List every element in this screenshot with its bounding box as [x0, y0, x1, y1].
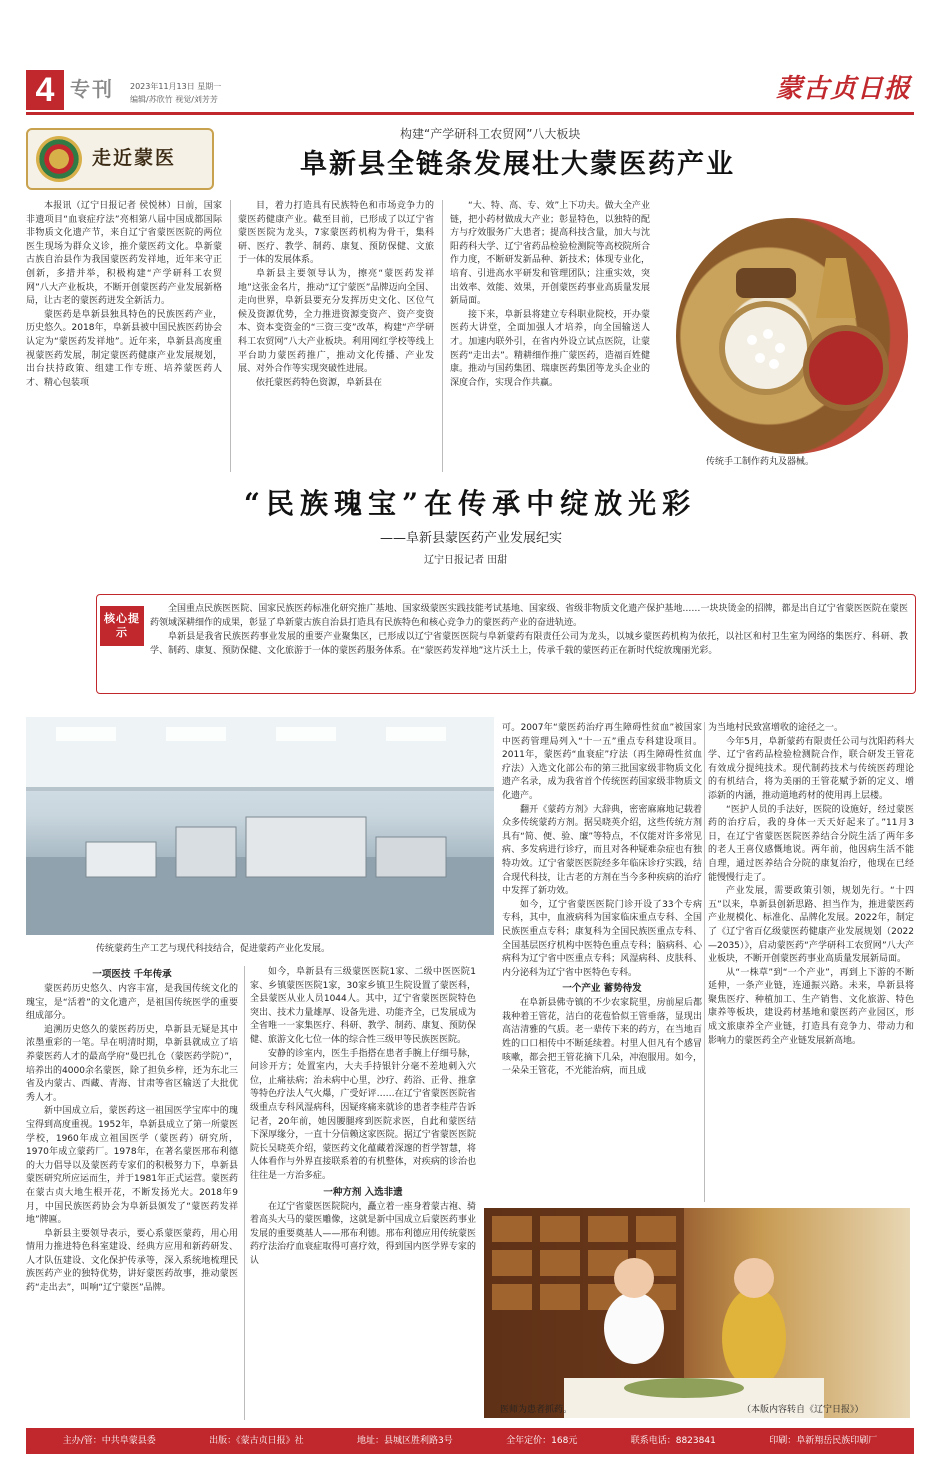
feature-title: “民族瑰宝”在传承中绽放光彩 [243, 487, 697, 520]
paragraph: 安静的诊室内，医生手指搭在患者手腕上仔细号脉，问诊开方；处置室内，大夫手持银针分毫不差地刺入穴位，止痛祛病；治未病中心里，沙疗、药浴、正骨、推拿等特色疗法人气火爆，广受好评……在辽宁省蒙医医院省级重点专科风湿病科，因疑疼痛来就诊的患者李桂芹告诉记者，20年前，她因腰腿疼到医院求医，自此和蒙医结下深厚缘分，一直十分信赖这家医院。据辽宁省蒙医医院院长吴晓英介绍，蒙医药文化蕴藏着深邃的哲学智慧，将人体看作与外界直接联系着的有机整体，对疾病的诊治也往往是一方治多症。 [250, 1048, 476, 1181]
paragraph: 目，着力打造具有民族特色和市场竞争力的蒙医药健康产业。截至目前，已形成了以辽宁省蒙医医院为龙头，7家蒙医药机构为骨干，集科研、医疗、教学、制药、康复、预防保健、文旅于一体的发展体系。 [238, 201, 434, 266]
footer-price: 全年定价：168元 [506, 1436, 578, 1446]
paragraph: 如今，辽宁省蒙医医院门诊开设了33个专病专科，其中，血液病科为国家临床重点专科、全国民族医重点专科；康复科为全国民族医重点专科、全国基层医疗机构中医特色重点专科；脑病科、心病科为辽宁省中医重点专科；风湿病科、皮肤科、内分泌科为辽宁省中医特色专科。 [502, 899, 702, 978]
feature-column-b [250, 966, 476, 1420]
footer-address: 地址：县城区胜利路3号 [357, 1436, 453, 1446]
paragraph: 从“一株草”到“一个产业”，再到上下游的不断延伸，一条产业链，连通振兴路。未来，阜新县将聚焦医疗、种植加工、生产销售、文化旅游、特色康养等板块，建设药材基地和蒙医药产业园区，形成文旅康养全产业链，打造具有竞争力、带动力和影响力的蒙医药全产业链发展新高地。 [708, 967, 914, 1046]
column-logo-text: 走近蒙医 [92, 147, 177, 169]
footer-bar [26, 1428, 914, 1454]
paragraph: 蒙医药历史悠久、内容丰富，是我国传统文化的瑰宝，是“活着”的文化遗产，是祖国传统医学的重要组成部分。 [26, 984, 238, 1022]
lotus-emblem-icon [36, 136, 82, 182]
feature-column-a [26, 966, 238, 1420]
paragraph: 阜新县主要领导表示，要心系蒙医蒙药，用心用情用力推进特色科室建设、经典方应用和新药研发、人才队伍建设、文化保护传承等，深入系统地梳理民族医药产业的独特优势，讲好蒙医药故事，推动蒙医药“走出去”，叫响“辽宁蒙医”品牌。 [26, 1228, 238, 1294]
paragraph: 产业发展，需要政策引领，规划先行。“十四五”以来，阜新县创新思路、担当作为，推进蒙医药产业规模化、标准化、品牌化发展。2022年，制定了《辽宁省百亿级蒙医药健康产业发展规划（2022—2035）》，启动蒙医药“产学研科工农贸网”八大产业板块，不断开创蒙医药事业高质量发展新局面。 [708, 886, 914, 965]
editor-credit: 编辑/苏欣竹 视觉/刘芳芳 [130, 95, 218, 104]
paragraph: 全国重点民族医医院、国家民族医药标准化研究推广基地、国家级蒙医实践技能考试基地、国家级、省级非物质文化遗产保护基地……一块块烫金的招牌，都是出自辽宁省蒙医医院在蒙医药领域深耕细作的成果，彰显了阜新蒙古族自治县打造具有民族特色和核心竞争力的蒙医药产业的奋进轨迹。 [150, 604, 908, 628]
masthead-logo: 蒙古贞日报 [776, 74, 912, 104]
core-hint-text [150, 602, 908, 658]
core-hint-badge: 核心提示 [100, 606, 144, 646]
paragraph: 新中国成立后，蒙医药这一祖国医学宝库中的瑰宝得到高度重视。1952年，阜新县成立了第一所蒙医学校，1960年成立祖国医学（蒙医药）研究所，1970年成立蒙药厂。1978年，在著名蒙医邢布利德的大力倡导以及蒙医药专家们的积极努力下，阜新县蒙医研究所应运而生，并于1981年正式运营。蒙医药在蒙古贞大地生根开花，不断发扬光大。2018年9月，中国民族医药协会为阜新县颁发了“蒙医药发祥地”牌匾。 [26, 1106, 238, 1226]
section-heading: 一个产业 蓄势待发 [562, 983, 642, 995]
feature-column-d [708, 722, 914, 1206]
paragraph: 可。2007年“蒙医药治疗再生障碍性贫血”被国家中医药管理局列入“十一五”重点专科建设项目。2011年，蒙医药“血衰症”疗法（再生障碍性贫血疗法）入选文化部公布的第三批国家级非物质文化遗产名录，成为我省首个传统医药国家级非物质文化遗产。 [502, 723, 702, 801]
paragraph: 本报讯（辽宁日报记者 侯悦林）日前，国家非遗项目“血衰症疗法”亮相第八届中国成都国际非物质文化遗产节，来自辽宁省蒙医医院的两位医生现场为群众义诊，推介蒙医药文化。阜新蒙古族自治县作为我国蒙医药发祥地，近年来守正创新，多措并举，积极构建“产学研科工农贸网”八大产业板块，不断开创蒙医药产业发展新格局，让古老的蒙医药迸发全新活力。 [26, 201, 222, 307]
article-column-1 [26, 200, 222, 472]
footer-printer: 印刷：阜新翔岳民族印刷厂 [769, 1436, 878, 1446]
section-label: 专刊 [70, 77, 114, 101]
paragraph: 翻开《蒙药方剂》大辞典，密密麻麻地记载着众多传统蒙药方剂。据吴晓英介绍，这些传统方剂具有“简、便、验、廉”等特点，不仅能对许多常见病、多发病进行诊疗，而且对各种疑难杂症也有独特功效。辽宁省蒙医医院经多年临床诊疗实践，结合现代科技，让古老的方剂在当今多种疾病的治疗中发挥了新功效。 [502, 804, 702, 897]
section-heading: 一项医技 千年传承 [92, 969, 172, 980]
paragraph: 蒙医药是阜新县独具特色的民族医药产业，历史悠久。2018年，阜新县被中国民族医药协会认定为“蒙医药发祥地”。近年来，阜新县高度重视蒙医药发展，制定蒙医药健康产业发展规划，出台扶持政策、组建工作专班、培养蒙医药人才、精心包装项 [26, 309, 222, 388]
pharmacy-photo [484, 1208, 910, 1418]
paragraph: 如今，阜新县有三级蒙医医院1家、二级中医医院1家、乡镇蒙医医院1家，30家乡镇卫生院设置了蒙医科，全县蒙医从业人员1044人。其中，辽宁省蒙医医院特色突出、技术力量雄厚、设备先进、功能齐全，已发展成为全省唯一一家集医疗、科研、教学、制药、康复、预防保健、旅游文化七位一体的综合性三级甲等民族医医院。 [250, 967, 476, 1045]
footer-publisher: 出版：《蒙古贞日报》社 [209, 1436, 304, 1446]
column-logo [26, 128, 214, 190]
feature-column-c [502, 722, 702, 1206]
paragraph: 为当地村民致富增收的途径之一。 [708, 723, 844, 733]
issue-date: 2023年11月13日 星期一 [130, 82, 222, 91]
footer-phone: 联系电话：8823841 [630, 1436, 716, 1446]
footer-sponsor: 主办/管：中共阜蒙县委 [62, 1436, 156, 1446]
page-number: 4 [26, 70, 64, 110]
paragraph: 阜新县是我省民族医药事业发展的重要产业聚集区，已形成以辽宁省蒙医医院与阜新蒙药有限责任公司为龙头，以城乡蒙医药机构为依托，以社区和村卫生室为网络的集医疗、科研、教学、制药、康复、预防保健、文化旅游于一体的蒙医药服务体系。在“蒙医药发祥地”这片沃土上，传承千载的蒙医药正在新时代绽放瑰丽光彩。 [150, 632, 908, 656]
source-credit: （本版内容转自《辽宁日报》） [742, 1405, 864, 1415]
article-column-3 [450, 200, 650, 472]
paragraph: 依托蒙医药特色资源，阜新县在 [256, 377, 383, 388]
paragraph: 在阜新县佛寺镇的不少农家院里，房前屋后都栽种着王管花，洁白的花苞恰似王管垂落，显现出高洁清雅的气质。老一辈传下来的药方，在当地百姓的口口相传中不断延续着。村里人但凡有个感冒咳嗽，都会把王管花摘下几朵，冲泡服用。如今，一朵朵王管花，不光能治病，而且成 [502, 998, 702, 1077]
paragraph: 阜新县主要领导认为，擦亮“蒙医药发祥地”这张金名片，推动“辽宁蒙医”品牌迈向全国、走向世界，阜新县要充分发挥历史文化、区位气候及资源优势，全力推进资源变资产、资产变资本、资本变资金的“三资三变”改革，构建“产学研科工农贸网”八大产业板块。利用网红学校等线上平台助力蒙医药推广，推动文化传播、产业发展、对外合作等实现突破性进展。 [238, 268, 434, 375]
photo2-caption: 传统蒙药生产工艺与现代科技结合，促进蒙药产业化发展。 [96, 944, 331, 954]
article-column-2 [238, 200, 434, 472]
paragraph: “医护人员的手法好，医院的设施好，经过蒙医药的治疗后，我的身体一天天好起来了。”11月3日，在辽宁省蒙医医院医养结合分院生活了两年多的老人王喜仪感慨地说。两年前，他因病生活不能自理，通过医养结合分院的康复治疗，他现在已经能慢慢行走了。 [708, 804, 914, 883]
paragraph: 接下来，阜新县将建立专科职业院校，开办蒙医药大讲堂，全面加强人才培养，向全国输送人才。加速内联外引，在省内外设立试点医院，让蒙医药“走出去”。精耕细作推广蒙医药，造福百姓健康。推动与国药集团、瑞康医药集团等龙头企业的深度合作，实现合作共赢。 [450, 309, 650, 388]
paragraph: “大、特、高、专、效”上下功夫。做大全产业链，把小药材做成大产业；彰显特色，以独特的配方与疗效服务广大患者；提高科技含量，加大与沈阳药科大学、辽宁省药品检验检测院等高校院所合作力度，不断研发新品种、新技术；体现专业化，培育、引进高水平研发和管理团队；注重实效，突出效率、效能、效果，开创蒙医药事业高质量发展新局面。 [450, 201, 650, 307]
photo3-caption: 医师为患者抓药。 [500, 1405, 573, 1415]
photo1-caption: 传统手工制作药丸及器械。 [706, 457, 815, 467]
pill-making-photo [676, 218, 908, 454]
header-rule [26, 112, 914, 115]
factory-photo [26, 717, 494, 935]
paragraph: 今年5月，阜新蒙药有限责任公司与沈阳药科大学、辽宁省药品检验检测院合作，联合研发王管花有效成分提纯技术。现代制药技术与传统医药理论的有机结合，将为美丽的王管花赋予新的定义、增添新的内涵，推动道地药材的使用再上层楼。 [708, 736, 914, 801]
paragraph: 追溯历史悠久的蒙医药历史，阜新县无疑是其中浓墨重彩的一笔。早在明清时期，阜新县就成立了培养蒙医药人才的最高学府“曼巴扎仓（蒙医药学院）”，培养出的4000余名蒙医，除了担负乡梓，还为东北三省及内蒙古、西藏、青海、甘肃等省区输送了大批优秀人才。 [26, 1024, 238, 1103]
section-heading: 一种方剂 入选非遗 [323, 1186, 403, 1198]
feature-byline: 辽宁日报记者 田甜 [424, 555, 508, 566]
article-kicker: 构建“产学研科工农贸网”八大板块 [400, 127, 581, 141]
article-headline: 阜新县全链条发展壮大蒙医药产业 [300, 149, 735, 180]
feature-subtitle: ——阜新县蒙医药产业发展纪实 [380, 531, 563, 546]
paragraph: 在辽宁省蒙医医院院内，矗立着一座身着蒙古袍、骑着高头大马的蒙医雕像，这就是新中国成立后蒙医药事业发展的重要奠基人——邢布利德。邢布利德应用传统蒙医药疗法治疗血衰症取得可喜疗效，得到国内医学界专家的认 [250, 1201, 476, 1266]
